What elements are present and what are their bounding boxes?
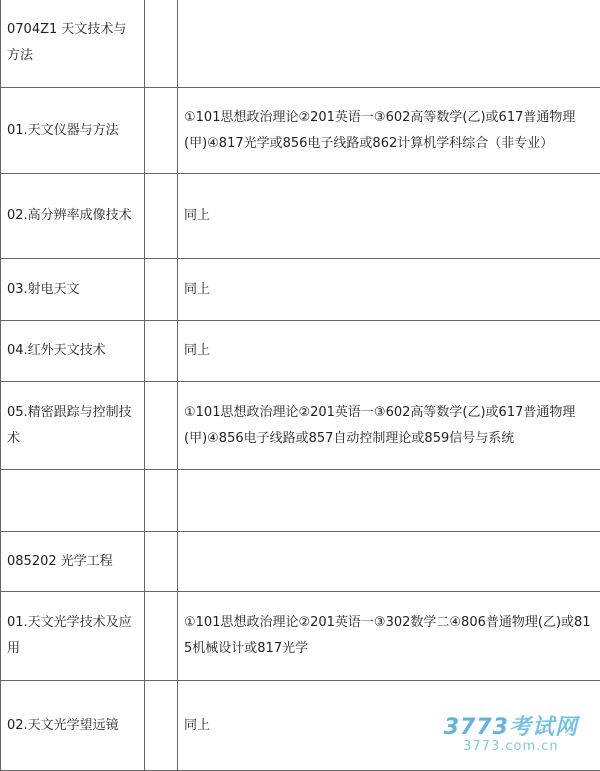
- empty-cell: [145, 382, 178, 470]
- watermark-url: 3773.com.cn: [444, 739, 578, 754]
- empty-cell: [145, 532, 178, 592]
- program-code-cell: 02.高分辨率成像技术: [1, 174, 145, 259]
- empty-cell: [145, 681, 178, 771]
- program-code-cell: [1, 470, 145, 532]
- exam-subjects-cell: ①101思想政治理论②201英语一③602高等数学(乙)或617普通物理(甲)④856电子线路或857自动控制理论或859信号与系统: [178, 382, 600, 470]
- table-row: [1, 0, 600, 88]
- table-row: [1, 321, 600, 382]
- program-code-cell: 0704Z1 天文技术与方法: [1, 0, 145, 88]
- exam-subjects-cell: 同上: [178, 681, 600, 771]
- table-row: [1, 259, 600, 321]
- watermark-brand-text: 考试网: [509, 715, 578, 740]
- program-code-cell: 04.红外天文技术: [1, 321, 145, 382]
- empty-cell: [145, 259, 178, 321]
- empty-cell: [145, 0, 178, 88]
- exam-subjects-cell: ①101思想政治理论②201英语一③302数学二④806普通物理(乙)或815机械设计或817光学: [178, 592, 600, 681]
- empty-cell: [145, 88, 178, 174]
- table-row: [1, 174, 600, 259]
- exam-subjects-cell: [178, 0, 600, 88]
- table-row: [1, 88, 600, 174]
- empty-cell: [145, 321, 178, 382]
- program-code-cell: 01.天文仪器与方法: [1, 88, 145, 174]
- program-code-cell: 03.射电天文: [1, 259, 145, 321]
- table-row: [1, 470, 600, 532]
- exam-subjects-cell: 同上: [178, 259, 600, 321]
- exam-subjects-cell: 同上: [178, 321, 600, 382]
- exam-subjects-cell: ①101思想政治理论②201英语一③602高等数学(乙)或617普通物理(甲)④817光学或856电子线路或862计算机学科综合（非专业）: [178, 88, 600, 174]
- watermark-brand: [444, 710, 578, 741]
- empty-cell: [145, 592, 178, 681]
- table-row: [1, 532, 600, 592]
- exam-subjects-cell: 同上: [178, 174, 600, 259]
- program-code-cell: 02.天文光学望远镜: [1, 681, 145, 771]
- program-code-cell: 01.天文光学技术及应用: [1, 592, 145, 681]
- watermark-brand-number: 3773: [444, 715, 509, 740]
- empty-cell: [145, 470, 178, 532]
- program-code-cell: 085202 光学工程: [1, 532, 145, 592]
- site-watermark-logo: [444, 710, 578, 754]
- table-row: [1, 382, 600, 470]
- program-code-cell: 05.精密跟踪与控制技术: [1, 382, 145, 470]
- exam-subjects-cell: [178, 532, 600, 592]
- table-row: [1, 592, 600, 681]
- exam-subjects-cell: [178, 470, 600, 532]
- empty-cell: [145, 174, 178, 259]
